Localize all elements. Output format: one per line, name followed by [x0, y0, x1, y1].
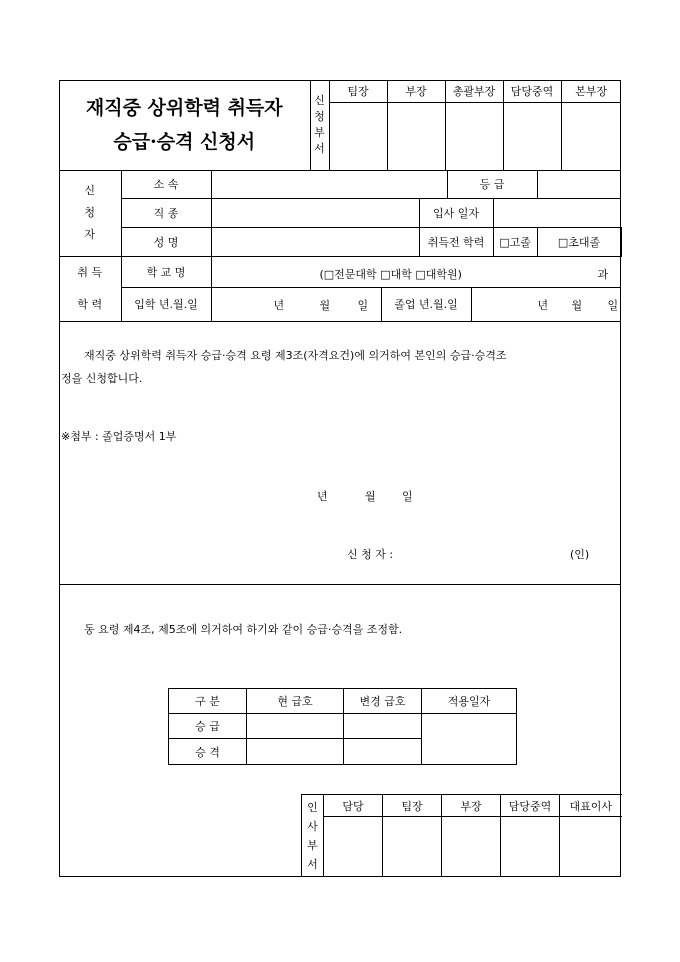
header-table [59, 80, 621, 171]
job-label: 직 종 [121, 198, 211, 227]
approval-header-team-leader: 팀장 [329, 80, 387, 102]
graduation-date-label: 졸업 년.월.일 [381, 287, 471, 321]
name-label: 성 명 [121, 227, 211, 256]
prev-education-label: 취득전 학력 [419, 227, 493, 256]
job-field[interactable] [211, 198, 419, 227]
admission-date-label: 입학 년.월.일 [121, 287, 211, 321]
adj-step-new-field[interactable] [344, 714, 422, 739]
prev-edu-college-checkbox[interactable]: □초대졸 [537, 227, 621, 256]
seal-mark[interactable]: (인) [570, 548, 590, 561]
affiliation-field[interactable] [211, 170, 447, 198]
statement-month: 월 [365, 490, 376, 503]
prev-edu-highschool-checkbox[interactable]: □고졸 [493, 227, 537, 256]
approval-header-manager: 부장 [387, 80, 445, 102]
adjustment-table [168, 688, 517, 765]
graduation-year-unit: 년 [537, 299, 549, 312]
adjustment-text: 동 요령 제4조, 제5조에 의거하여 하기와 같이 승급·승격을 조정함. [84, 623, 403, 636]
admission-day-unit: 일 [357, 299, 369, 312]
hr-header-staff: 담당 [324, 795, 383, 817]
adj-effective-date-field[interactable] [422, 714, 517, 765]
department-suffix: 과 [597, 268, 609, 281]
form-title-line1: 재직중 상위학력 취득자 [85, 96, 283, 119]
section-divider [59, 584, 621, 585]
graduation-month-unit: 월 [571, 299, 583, 312]
hire-date-field[interactable] [493, 198, 621, 227]
adj-row-label-promotion: 승 격 [169, 739, 247, 765]
hr-header-manager: 부장 [442, 795, 501, 817]
adj-promotion-current-field[interactable] [247, 739, 344, 765]
acquired-label-top: 취 득 [59, 257, 121, 288]
statement-year: 년 [317, 490, 328, 503]
school-name-label: 학 교 명 [121, 257, 211, 288]
hr-sign-manager[interactable] [442, 817, 501, 877]
grade-label: 등 급 [447, 170, 537, 198]
adj-step-current-field[interactable] [247, 714, 344, 739]
attachment-note: ※첨부 : 졸업증명서 1부 [61, 430, 177, 443]
approval-header-division-head: 본부장 [561, 80, 621, 102]
hr-sign-executive[interactable] [501, 817, 560, 877]
graduation-day-unit: 일 [607, 299, 619, 312]
hr-dept-label: 인 사 부 서 [302, 795, 324, 877]
school-name-field[interactable] [211, 257, 621, 288]
school-type-options[interactable]: (□전문대학 □대학 □대학원) [319, 268, 462, 281]
admission-month-unit: 월 [319, 299, 331, 312]
applicant-table [59, 170, 621, 257]
request-dept-label: 신 청 부 서 [310, 80, 329, 170]
admission-year-unit: 년 [273, 299, 285, 312]
adj-header-current-grade: 현 급호 [247, 689, 344, 714]
adj-row-label-step: 승 급 [169, 714, 247, 739]
hire-date-label: 입사 일자 [419, 198, 493, 227]
admission-date-field[interactable] [211, 287, 381, 321]
acquired-education-table [59, 256, 621, 288]
hr-sign-team-leader[interactable] [383, 817, 442, 877]
grade-field[interactable] [537, 170, 621, 198]
adj-header-category: 구 분 [169, 689, 247, 714]
hr-sign-staff[interactable] [324, 817, 383, 877]
approval-sign-general-manager[interactable] [445, 102, 503, 170]
statement-body-line1: 재직중 상위학력 취득자 승급·승격 요령 제3조(자격요건)에 의거하여 본인의 승급·승격조 [84, 349, 507, 362]
approval-sign-manager[interactable] [387, 102, 445, 170]
acquired-dates-table [59, 287, 621, 322]
name-field[interactable] [211, 227, 419, 256]
applicant-signature-label: 신 청 자 : [347, 548, 394, 561]
affiliation-label: 소 속 [121, 170, 211, 198]
hr-header-executive: 담당중역 [501, 795, 560, 817]
hr-approval-table [301, 794, 622, 877]
form-title [59, 80, 310, 170]
applicant-group-label: 신 청 자 [59, 170, 121, 256]
adj-promotion-new-field[interactable] [344, 739, 422, 765]
approval-sign-executive[interactable] [503, 102, 561, 170]
approval-header-general-manager: 총괄부장 [445, 80, 503, 102]
graduation-date-field[interactable] [471, 287, 621, 321]
approval-header-executive: 담당중역 [503, 80, 561, 102]
acquired-label-bottom: 학 력 [59, 287, 121, 321]
hr-header-ceo: 대표이사 [560, 795, 622, 817]
form-title-line2: 승급·승격 신청서 [113, 130, 256, 153]
hr-sign-ceo[interactable] [560, 817, 622, 877]
statement-day: 일 [402, 490, 413, 503]
approval-sign-team-leader[interactable] [329, 102, 387, 170]
hr-header-team-leader: 팀장 [383, 795, 442, 817]
statement-body-line2: 정을 신청합니다. [61, 372, 143, 385]
adj-header-new-grade: 변경 급호 [344, 689, 422, 714]
approval-sign-division-head[interactable] [561, 102, 621, 170]
adj-header-effective-date: 적용일자 [422, 689, 517, 714]
